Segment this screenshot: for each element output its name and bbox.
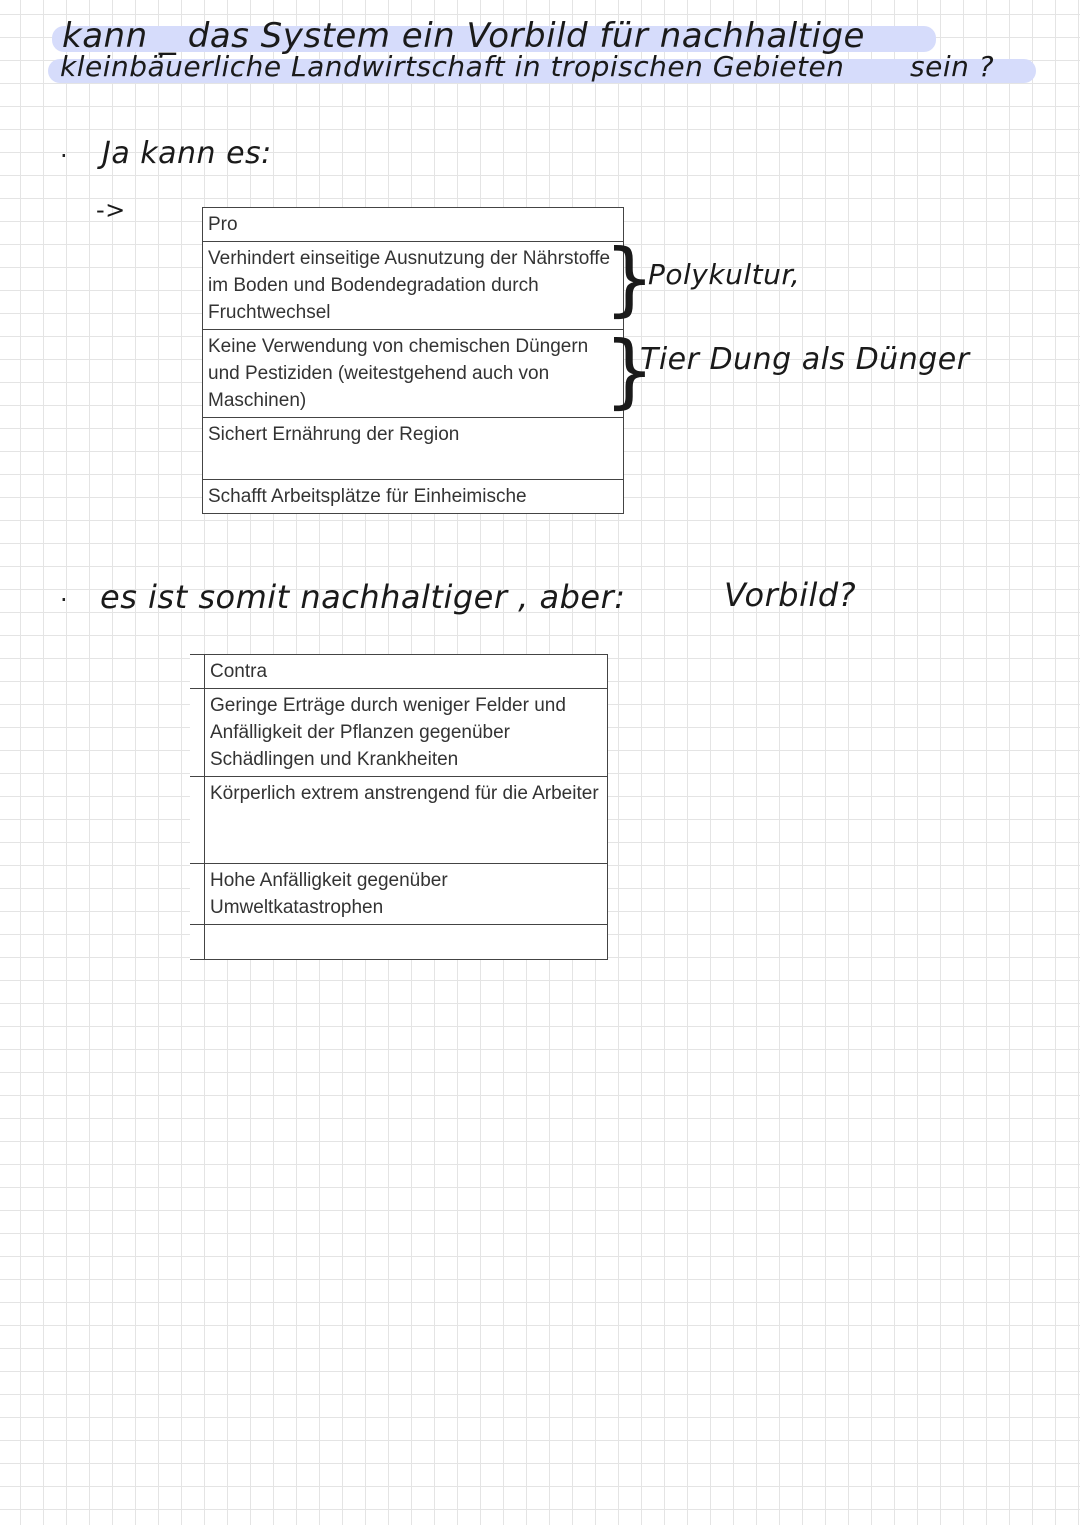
contra-gutter	[190, 655, 205, 689]
pro-table	[202, 207, 624, 514]
pro-header: Pro	[203, 208, 624, 242]
contra-table	[190, 654, 608, 960]
contra-header: Contra	[205, 655, 608, 689]
annotation-polykultur: Polykultur,	[648, 258, 801, 291]
bullet-dot: ·	[60, 586, 68, 614]
pro-row: Keine Verwendung von chemischen Düngern und Pestiziden (weitestgehend auch von Maschinen)	[203, 330, 624, 418]
contra-row: Geringe Erträge durch weniger Felder und Anfälligkeit der Pflanzen gegenüber Schädlingen und Krankheiten	[205, 689, 608, 777]
note-sustainable: es ist somit nachhaltiger , aber:	[100, 578, 626, 616]
contra-row: Hohe Anfälligkeit gegenüber Umweltkatastrophen	[205, 864, 608, 925]
contra-row-empty	[205, 925, 608, 960]
heading-line-1: kann _ das System ein Vorbild für nachhaltige	[62, 16, 865, 56]
contra-gutter	[190, 864, 205, 925]
pro-row: Verhindert einseitige Ausnutzung der Nährstoffe im Boden und Bodendegradation durch Fruchtwechsel	[203, 242, 624, 330]
heading-line-2: kleinbäuerliche Landwirtschaft in tropischen Gebieten	[60, 50, 845, 83]
contra-gutter	[190, 925, 205, 960]
bullet-dot: ·	[60, 142, 68, 170]
contra-row: Körperlich extrem anstrengend für die Arbeiter	[205, 777, 608, 864]
pro-row: Schafft Arbeitsplätze für Einheimische	[203, 480, 624, 514]
curly-brace-icon: }	[604, 324, 655, 417]
contra-gutter	[190, 689, 205, 777]
pro-row: Sichert Ernährung der Region	[203, 418, 624, 480]
note-vorbild: Vorbild?	[724, 576, 857, 614]
contra-gutter	[190, 777, 205, 864]
heading-line-2-end: sein ?	[910, 50, 995, 83]
annotation-dung: Tier Dung als Dünger	[640, 342, 970, 377]
arrow-mark: ->	[96, 196, 126, 224]
note-yes: Ja kann es:	[102, 136, 272, 171]
curly-brace-icon: }	[604, 232, 655, 325]
